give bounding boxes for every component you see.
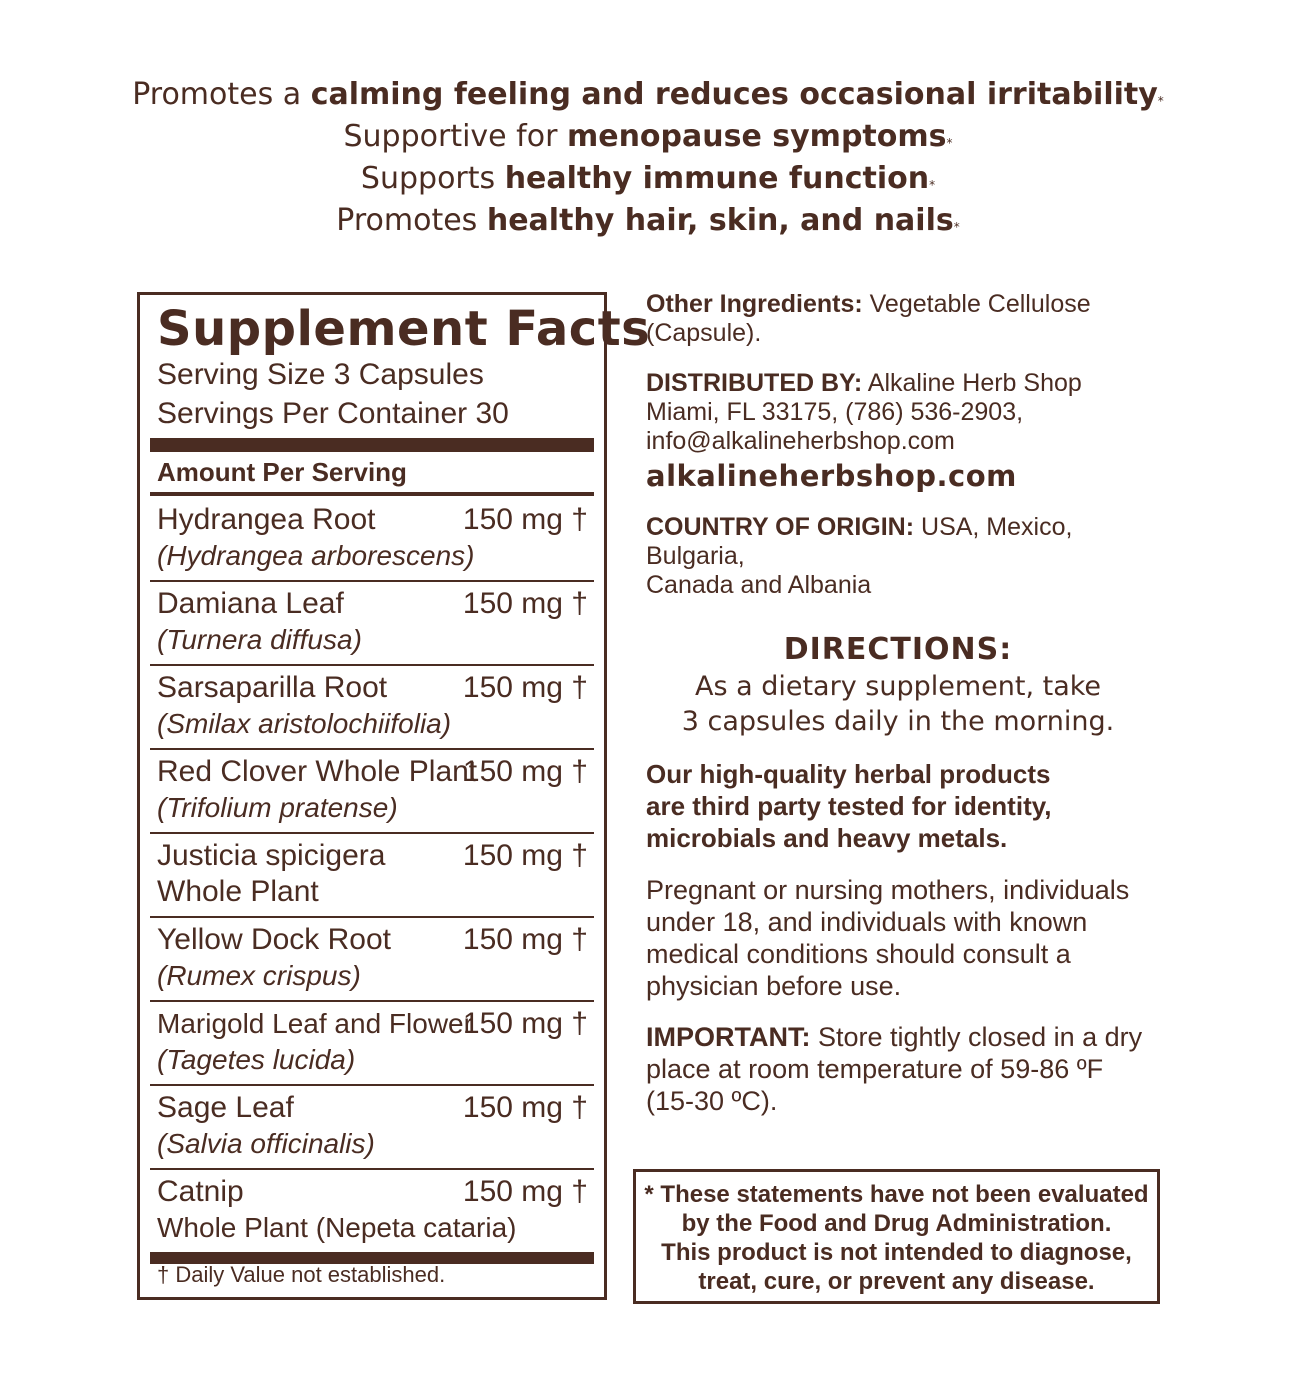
pregnancy-warning: Pregnant or nursing mothers, individuals under 18, and individuals with known medical conditions should consult a physician before use. (646, 875, 1130, 1001)
website-link[interactable]: alkalineherbshop.com (646, 459, 1017, 493)
ingredient-amount: 150 mg † (462, 503, 588, 536)
country-of-origin: COUNTRY OF ORIGIN: USA, Mexico, Bulgaria, Canada and Albania (646, 513, 1073, 599)
servings-per-container: Servings Per Container 30 (157, 397, 509, 430)
ingredient-name: Damiana Leaf (157, 587, 344, 620)
ingredient-rows (150, 498, 594, 1254)
medium-divider (150, 492, 594, 496)
directions-text: As a dietary supplement, take 3 capsules daily in the morning. (681, 671, 1115, 737)
table-row (150, 750, 594, 834)
ingredient-latin: (Hydrangea arborescens) (157, 540, 475, 571)
ingredient-latin: (Trifolium pratense) (157, 792, 398, 823)
fda-disclaimer-box: * These statements have not been evaluated by the Food and Drug Administration. This product is not intended to diagnose, treat, cure, or prevent any disease. (633, 1169, 1160, 1304)
ingredient-name: Sarsaparilla Root (157, 671, 388, 704)
table-row (150, 834, 594, 918)
claim-line: Promotes healthy hair, skin, and nails* (336, 203, 960, 238)
directions-heading: DIRECTIONS: (783, 632, 1013, 667)
ingredient-amount: 150 mg † (462, 755, 588, 788)
table-row (150, 1002, 594, 1086)
ingredient-amount: 150 mg † (462, 1007, 588, 1040)
supplement-facts-title: Supplement Facts (157, 301, 651, 357)
claim-line: Promotes a calming feeling and reduces occasional irritability* (132, 77, 1164, 112)
table-row (150, 1170, 594, 1254)
ingredient-latin: (Tagetes lucida) (157, 1044, 356, 1075)
ingredient-latin: (Smilax aristolochiifolia) (157, 708, 452, 739)
ingredient-amount: 150 mg † (462, 839, 588, 872)
ingredient-name: Hydrangea Root (157, 503, 376, 536)
table-row (150, 498, 594, 582)
ingredient-latin: (Salvia officinalis) (157, 1128, 375, 1159)
ingredient-amount: 150 mg † (462, 587, 588, 620)
storage-important: IMPORTANT: Store tightly closed in a dry place at room temperature of 59-86 ºF (15-30 ºC). (646, 1022, 1143, 1116)
ingredient-latin: (Rumex crispus) (157, 960, 361, 991)
serving-size: Serving Size 3 Capsules (157, 358, 484, 391)
ingredient-name: Sage Leaf (157, 1091, 294, 1124)
claim-line: Supportive for menopause symptoms* (343, 119, 953, 154)
table-row (150, 918, 594, 1002)
table-row (150, 1086, 594, 1170)
ingredient-name: Catnip (157, 1175, 244, 1208)
ingredient-latin: (Turnera diffusa) (157, 624, 362, 655)
ingredient-latin: Whole Plant (157, 875, 319, 908)
distributor-info: DISTRIBUTED BY: Alkaline Herb Shop Miami, FL 33175, (786) 536-2903, info@alkalineherbshop.com (646, 369, 1082, 455)
other-ingredients: Other Ingredients: Vegetable Cellulose (Capsule). (646, 290, 1091, 347)
ingredient-name: Justicia spicigera (157, 839, 386, 872)
thick-divider (150, 438, 594, 452)
supplement-facts-panel (137, 292, 651, 1300)
ingredient-amount: 150 mg † (462, 923, 588, 956)
table-row (150, 582, 594, 666)
ingredient-amount: 150 mg † (462, 671, 588, 704)
ingredient-amount: 150 mg † (462, 1175, 588, 1208)
ingredient-latin: Whole Plant (Nepeta cataria) (157, 1212, 517, 1243)
ingredient-name: Marigold Leaf and Flower (157, 1008, 473, 1039)
ingredient-name: Red Clover Whole Plant (157, 755, 478, 788)
benefit-claims (0, 74, 1296, 242)
table-row (150, 666, 594, 750)
ingredient-name: Yellow Dock Root (157, 923, 392, 956)
ingredient-amount: 150 mg † (462, 1091, 588, 1124)
claim-line: Supports healthy immune function* (360, 161, 936, 196)
amount-per-serving-header: Amount Per Serving (157, 457, 407, 487)
quality-statement: Our high-quality herbal products are third party tested for identity, microbials and heavy metals. (646, 759, 1052, 853)
daily-value-footnote: † Daily Value not established. (157, 1262, 446, 1287)
